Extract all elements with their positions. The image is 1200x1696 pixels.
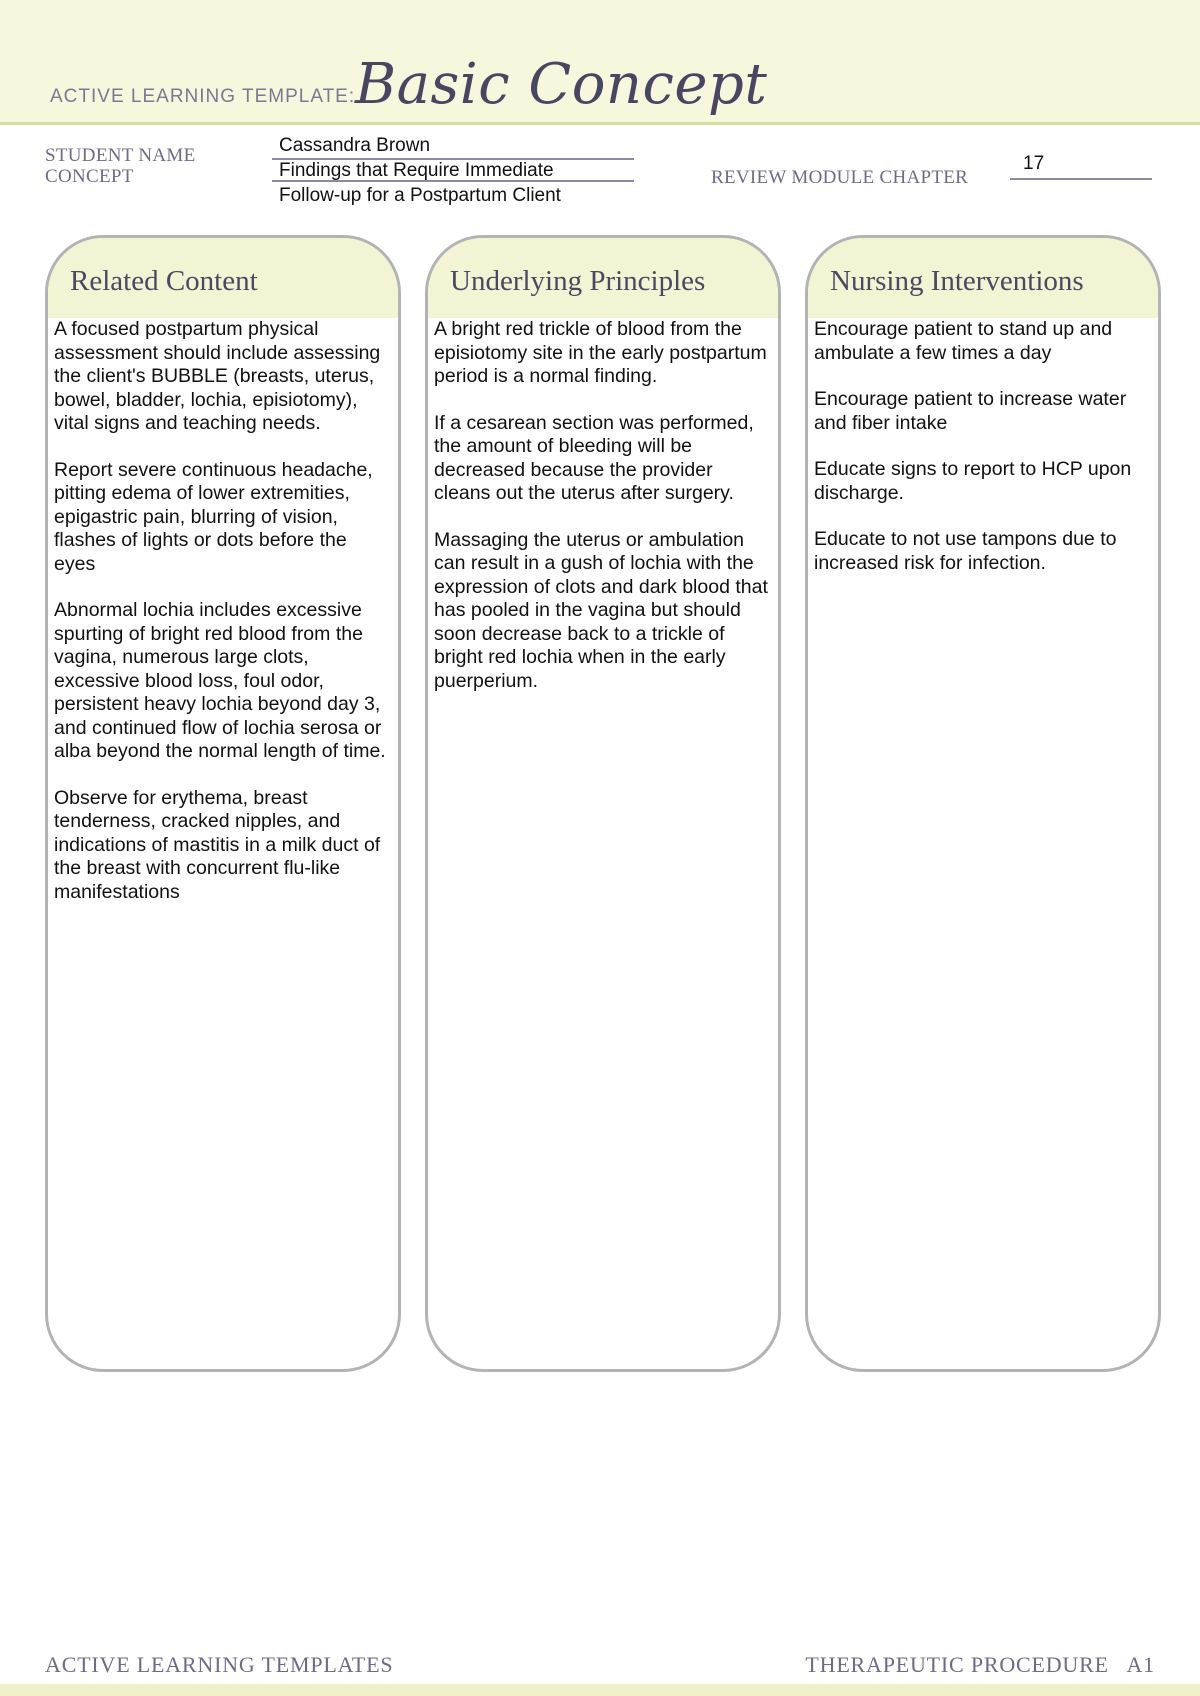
nursing-interventions-paragraph: Educate signs to report to HCP upon discharge. <box>814 458 1132 504</box>
related-content-body <box>48 318 398 904</box>
underlying-principles-card <box>425 235 781 1372</box>
concept-label: CONCEPT <box>45 166 134 187</box>
nursing-interventions-card <box>805 235 1161 1372</box>
review-module-chapter-value[interactable]: 17 <box>1023 153 1045 174</box>
nursing-interventions-paragraph: Encourage patient to stand up and ambulate a few times a day <box>814 318 1113 364</box>
underlying-principles-title: Underlying Principles <box>428 238 778 318</box>
underlying-principles-paragraph: If a cesarean section was performed, the amount of bleeding will be decreased because the provider cleans out the uterus after surgery. <box>434 411 754 504</box>
page-title: Basic Concept <box>355 52 768 117</box>
related-content-paragraph: Report severe continuous headache, pitting edema of lower extremities, epigastric pain, blurring of vision, flashes of lights or dots before the eyes <box>54 458 373 575</box>
related-content-paragraph: Abnormal lochia includes excessive spurting of bright red blood from the vagina, numerous large clots, excessive blood loss, foul odor, persistent heavy lochia beyond day 3, and continued flow of lochia serosa or alba beyond the normal length of time. <box>54 599 386 762</box>
underlying-principles-paragraph: A bright red trickle of blood from the episiotomy site in the early postpartum period is a normal finding. <box>434 318 767 387</box>
template-label: ACTIVE LEARNING TEMPLATE: <box>50 86 356 107</box>
student-name-label: STUDENT NAME <box>45 145 196 166</box>
nursing-interventions-body <box>808 318 1158 575</box>
related-content-card <box>45 235 401 1372</box>
review-module-chapter-underline <box>1010 178 1152 180</box>
footer-band <box>0 1684 1200 1696</box>
underlying-principles-body <box>428 318 778 693</box>
concept-underline <box>272 180 634 182</box>
related-content-paragraph: Observe for erythema, breast tenderness, cracked nipples, and indications of mastitis in a milk duct of the breast with concurrent flu-like manifestations <box>54 786 381 903</box>
review-module-chapter-label: REVIEW MODULE CHAPTER <box>711 167 969 188</box>
related-content-paragraph: A focused postpartum physical assessment should include assessing the client's BUBBLE (breasts, uterus, bowel, bladder, lochia, episiotomy), vital signs and teaching needs. <box>54 318 381 434</box>
student-name-value[interactable]: Cassandra Brown <box>279 135 431 156</box>
concept-value-line1[interactable]: Findings that Require Immediate <box>279 160 554 181</box>
footer-right: THERAPEUTIC PROCEDURE A1 <box>805 1652 1155 1677</box>
nursing-interventions-paragraph: Encourage patient to increase water and fiber intake <box>814 388 1127 434</box>
underlying-principles-paragraph: Massaging the uterus or ambulation can result in a gush of lochia with the expression of clots and dark blood that has pooled in the vagina but should soon decrease back to a trickle of bright red lochia when in the early puerperium. <box>434 528 768 692</box>
footer-left: ACTIVE LEARNING TEMPLATES <box>45 1652 394 1677</box>
related-content-title: Related Content <box>48 238 398 318</box>
nursing-interventions-title: Nursing Interventions <box>808 238 1158 318</box>
concept-value-line2[interactable]: Follow-up for a Postpartum Client <box>279 185 561 206</box>
nursing-interventions-paragraph: Educate to not use tampons due to increased risk for infection. <box>814 528 1117 574</box>
